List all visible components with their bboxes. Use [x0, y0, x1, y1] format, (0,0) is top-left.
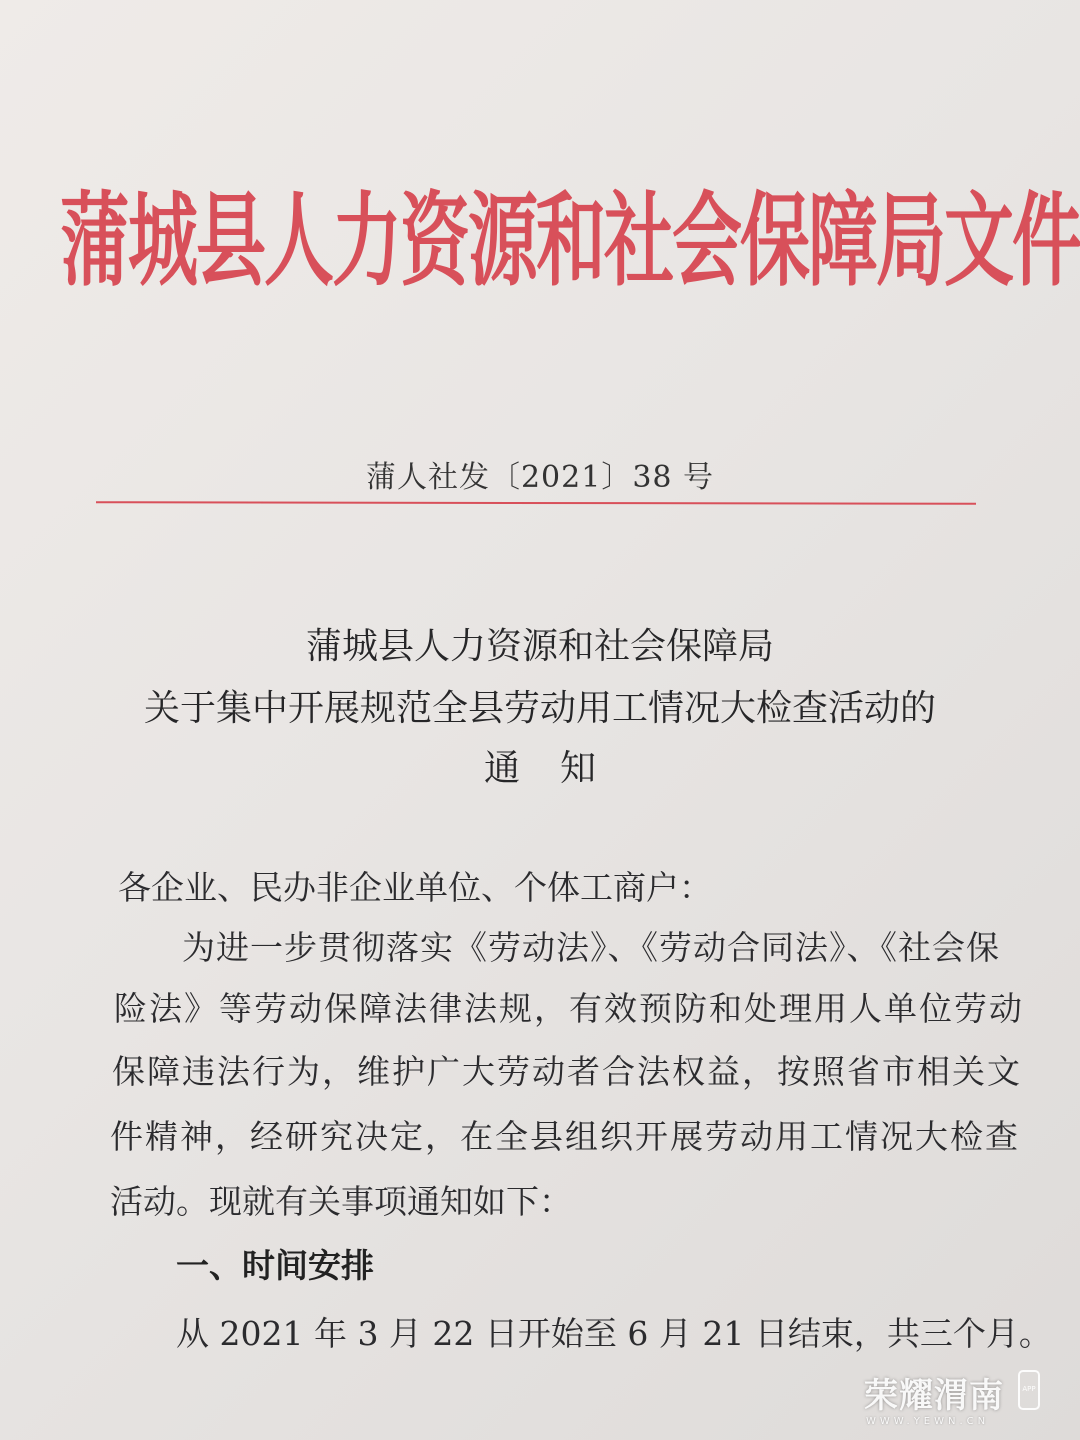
notice-title-line-2: 关于集中开展规范全县劳动用工情况大检查活动的 [143, 688, 936, 729]
body-line-5: 活动。现就有关事项通知如下： [110, 1182, 572, 1221]
section-1-text: 从 2021 年 3 月 22 日开始至 6 月 21 日结束，共三个月。 [176, 1314, 1052, 1353]
body-line-1: 为进一步贯彻落实《劳动法》、《劳动合同法》、《社会保 [182, 928, 1000, 967]
phone-app-icon [1018, 1370, 1040, 1410]
notice-title-line-3: 通知 [483, 748, 636, 789]
salutation: 各企业、民办非企业单位、个体工商户： [118, 868, 712, 907]
watermark-site-text: WWW.YEWN.CN [866, 1416, 990, 1427]
document-masthead: 蒲城县人力资源和社会保障局文件 [60, 181, 1080, 301]
body-line-4: 件精神，经研究决定，在全县组织开展劳动用工情况大检查 [110, 1117, 1020, 1156]
notice-title-line-1: 蒲城县人力资源和社会保障局 [305, 626, 774, 667]
watermark-app-label: APP [1022, 1385, 1036, 1393]
body-line-3: 保障违法行为，维护广大劳动者合法权益，按照省市相关文 [112, 1052, 1022, 1091]
section-1-heading: 一、时间安排 [176, 1246, 374, 1285]
red-divider-line [96, 501, 976, 505]
document-number: 蒲人社发〔2021〕38 号 [365, 460, 715, 495]
body-line-2: 险法》等劳动保障法律法规，有效预防和处理用人单位劳动 [114, 989, 1024, 1028]
watermark-brand-text: 荣耀渭南 [864, 1376, 1004, 1416]
brand-watermark [864, 1368, 1040, 1434]
